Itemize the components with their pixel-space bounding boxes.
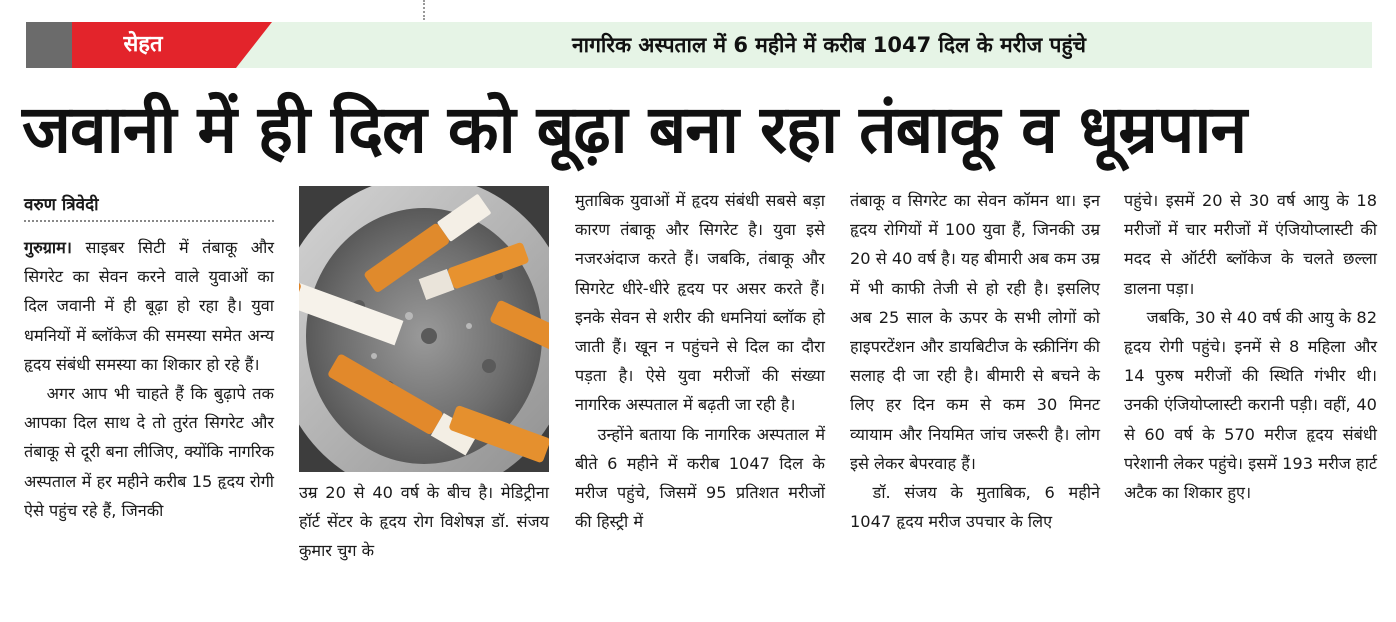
- paragraph: उम्र 20 से 40 वर्ष के बीच है। मेडिट्रीना हॉर्ट सेंटर के हृदय रोग विशेषज्ञ डॉ. संजय कुमार चुग के: [299, 483, 549, 561]
- paragraph: अगर आप भी चाहते हैं कि बुढ़ापे तक आपका दिल साथ दे तो तुरंत सिगरेट और तंबाकू से दूरी बना लीजिए, क्योंकि नागरिक अस्पताल में हर महीने करीब 15 हृदय रोगी ऐसे पहुंच रहे हैं, जिनकी: [24, 384, 274, 520]
- article-column-5: [1124, 186, 1377, 507]
- paragraph: उन्होंने बताया कि नागरिक अस्पताल में बीते 6 महीने में करीब 1047 दिल के मरीज पहुंचे, जिसमें 95 प्रतिशत मरीजों की हिस्ट्री में: [575, 424, 825, 532]
- subheadline: नागरिक अस्पताल में 6 महीने में करीब 1047 दिल के मरीज पहुंचे: [572, 33, 1086, 57]
- paragraph: साइबर सिटी में तंबाकू और सिगरेट का सेवन करने वाले युवाओं का दिल जवानी में ही बूढ़ा हो रहा है। युवा धमनियों में ब्लॉकेज की समस्या समेत अन्य हृदय संबंधी समस्या का शिकार हो रहे हैं।: [24, 238, 274, 374]
- cigarette-photo: [299, 186, 549, 472]
- paragraph: पहुंचे। इसमें 20 से 30 वर्ष आयु के 18 मरीजों में चार मरीजों में एंजियोप्लास्टी की मदद से ऑर्टरी ब्लॉकेज के चलते छल्ला डालना पड़ा।: [1124, 191, 1377, 298]
- article-column-1: [24, 233, 274, 525]
- banner-grey-block: [26, 22, 72, 68]
- article-column-3: [575, 186, 825, 536]
- section-banner: [26, 22, 1372, 68]
- paragraph: मुताबिक युवाओं में हृदय संबंधी सबसे बड़ा कारण तंबाकू और सिगरेट है। युवा इसे नजरअंदाज करते हैं। जबकि, तंबाकू और सिगरेट धीरे-धीरे हृदय पर असर करते हैं। इनके सेवन से शरीर की धमनियां ब्लॉक हो जाती हैं। खून न पहुंचने से दिल का दौरा पड़ता है। ऐसे युवा मरीजों की संख्या नागरिक अस्पताल में बढ़ती जा रही है।: [575, 191, 825, 415]
- dateline: गुरुग्राम।: [24, 238, 72, 257]
- ashtray-cigarettes-image: [299, 186, 549, 472]
- paragraph: जबकि, 30 से 40 वर्ष की आयु के 82 हृदय रोगी पहुंचे। इनमें से 8 महिला और 14 पुरुष मरीजों की स्थिति गंभीर थी। उनकी एंजियोप्लास्टी करानी पड़ी। वहीं, 40 से 60 वर्ष के 570 मरीज हृदय संबंधी परेशानी लेकर पहुंचे। इसमें 193 मरीज हार्ट अटैक का शिकार हुए।: [1124, 307, 1377, 503]
- article-column-4: [850, 186, 1100, 536]
- byline-divider: [24, 220, 274, 222]
- headline: जवानी में ही दिल को बूढ़ा बना रहा तंबाकू व धूम्रपान: [22, 91, 1247, 168]
- article-column-2: [299, 478, 549, 566]
- paragraph: तंबाकू व सिगरेट का सेवन कॉमन था। इन हृदय रोगियों में 100 युवा हैं, जिनकी उम्र 20 से 40 वर्ष है। यह बीमारी अब कम उम्र में भी काफी तेजी से हो रही है। इसलिए अब 25 साल के ऊपर के सभी लोगों को हाइपरटेंशन और डायबिटीज के स्क्रीनिंग की सलाह दी जा रही है। बीमारी से बचने के लिए हर दिन कम से कम 30 मिनट व्यायाम और नियमित जांच जरूरी है। लोग इसे लेकर बेपरवाह हैं।: [850, 191, 1100, 473]
- page-divider: [423, 0, 425, 20]
- paragraph: डॉ. संजय के मुताबिक, 6 महीने 1047 हृदय मरीज उपचार के लिए: [850, 483, 1100, 532]
- byline: वरुण त्रिवेदी: [24, 195, 99, 215]
- section-tag: सेहत: [123, 32, 163, 57]
